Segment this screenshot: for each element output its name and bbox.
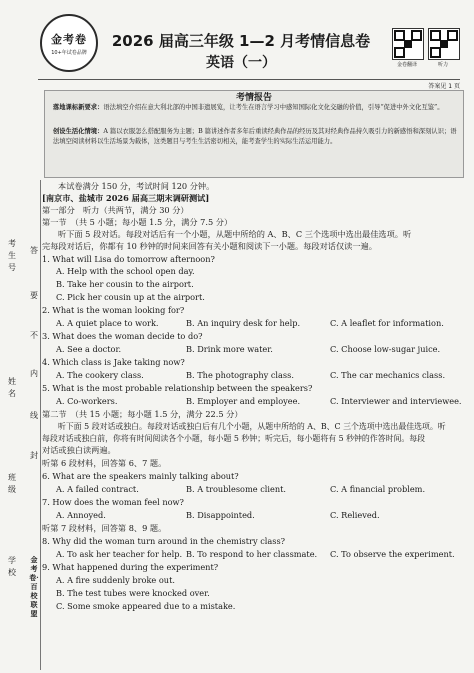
exam-title: 2026 届高三年级 1—2 月考情信息卷 [111,32,371,50]
report-title: 考情报告 [235,93,272,103]
q4-option-a[interactable]: A. The cookery class. [56,370,144,380]
question-8: 8. Why did the woman turn around in the chemistry class? [42,536,286,546]
q3-option-a[interactable]: A. See a doctor. [56,344,122,354]
header-divider [38,79,460,80]
section2-heading: 第二节 （共 15 小题；每小题 1.5 分，满分 22.5 分） [42,409,243,419]
qr-code-icon[interactable] [428,28,460,60]
q8-option-b[interactable]: B. To respond to her classmate. [186,549,318,559]
side-label-class: 班级 [8,473,16,494]
q1-option-a[interactable]: A. Help with the school open day. [56,266,195,276]
report-p2-label: 创设生活化情境： [53,128,104,135]
side-char-nei: 内 [30,369,38,378]
section1-instruction-2: 完每段对话后，你都有 10 秒钟的时间来回答有关小题和阅读下一小题。每段对话仅读一遍。 [42,241,377,251]
q7-option-a[interactable]: A. Annoyed. [56,510,106,520]
q5-option-b[interactable]: B. Employer and employee. [186,396,301,406]
side-char-yao: 要 [30,291,38,300]
section1-heading: 第一节 （共 5 小题；每小题 1.5 分，满分 7.5 分） [42,217,233,227]
report-paragraph-2 [53,127,457,147]
question-5: 5. What is the most probable relationship between the speakers? [42,383,313,393]
question-4: 4. Which class is Jake taking now? [42,357,185,367]
q1-option-b[interactable]: B. Take her cousin to the airport. [56,279,194,289]
q6-option-a[interactable]: A. A failed contract. [56,484,139,494]
section2-instruction-2: 每段对话或独白前，你将有时间阅读各个小题，每小题 5 秒钟；听完后，每小题将有 5 秒钟的作答时间。每段 [42,434,426,443]
q9-option-c[interactable]: C. Some smoke appeared due to a mistake. [56,601,236,611]
q8-option-c[interactable]: C. To observe the experiment. [330,549,455,559]
exam-subtitle: 英语（一） [206,55,276,71]
q4-option-b[interactable]: B. The photography class. [186,370,294,380]
report-paragraph-1 [53,103,457,113]
q2-option-b[interactable]: B. An inquiry desk for help. [186,318,301,328]
qr-left-label: 金卷翻译 [396,62,417,68]
binding-line [40,180,41,670]
exam-report-box [44,90,464,178]
report-p1-text: 语法填空介绍在意大利北部的中国非遗展览，让考生在语言学习中感知国际化文化交融的价值，引导“促进中外文化互鉴”。 [103,104,444,111]
q8-option-a[interactable]: A. To ask her teacher for help. [56,549,183,559]
logo-text: 金考卷 [51,32,87,46]
section1-instruction-1: 听下面 5 段对话。每段对话后有一个小题，从题中所给的 A、B、C 三个选项中选出最佳选项。听 [58,229,412,239]
qr-right-label: 听力 [437,62,448,68]
side-brand-text: 金考卷·百校联盟 [29,555,39,618]
q5-option-a[interactable]: A. Co-workers. [56,396,118,406]
q1-option-c[interactable]: C. Pick her cousin up at the airport. [56,292,205,302]
question-9: 9. What happened during the experiment? [42,562,219,572]
side-char-feng: 封 [30,451,38,460]
question-7: 7. How does the woman feel now? [42,497,184,507]
intro-line: 本试卷满分 150 分，考试时间 120 分钟。 [58,181,215,191]
report-p2-text: A 篇以衣服怎么搭配服务为主题；B 篇讲述作者多年后重读经典作品的经历及其对经典作品持久吸引力的新感悟和深刻认识；语法填空阅读材料以生活场景为载体，这类题目与考生生活密切相关，能考查学生的实际生活运用能力。 [53,128,457,145]
logo-subtext: 10+年试卷品牌 [51,49,87,56]
qr-code-icon[interactable] [392,28,424,60]
q9-option-b[interactable]: B. The test tubes were knocked over. [56,588,210,598]
side-char-bu: 不 [30,331,38,340]
q5-option-c[interactable]: C. Interviewer and interviewee. [330,396,462,406]
q2-option-a[interactable]: A. A quiet place to work. [56,318,159,328]
question-6: 6. What are the speakers mainly talking about? [42,471,239,481]
question-2: 2. What is the woman looking for? [42,305,185,315]
section2-instruction-3: 对话或独白读两遍。 [42,445,116,455]
text-7-intro: 听第 7 段材料，回答第 8、9 题。 [42,523,167,533]
part1-heading: 第一部分 听力（共两节，满分 30 分） [42,205,189,215]
q6-option-c[interactable]: C. A financial problem. [330,484,426,494]
question-3: 3. What does the woman decide to do? [42,331,203,341]
source-line: [南京市、盐城市 2026 届高三期末调研测试] [42,193,210,203]
side-char-xian: 线 [30,411,38,420]
text-6-intro: 听第 6 段材料，回答第 6、7 题。 [42,458,167,468]
answer-page-note: 答案见 1 页 [428,83,460,90]
q7-option-b[interactable]: B. Disappointed. [186,510,255,520]
report-p1-label: 落地课标新要求： [53,104,104,111]
brand-logo [40,14,98,72]
side-char-da: 答 [30,246,38,255]
q3-option-b[interactable]: B. Drink more water. [186,344,273,354]
q4-option-c[interactable]: C. The car mechanics class. [330,370,446,380]
q9-option-a[interactable]: A. A fire suddenly broke out. [56,575,175,585]
q7-option-c[interactable]: C. Relieved. [330,510,380,520]
question-1: 1. What will Lisa do tomorrow afternoon? [42,254,215,264]
q6-option-b[interactable]: B. A troublesome client. [186,484,287,494]
section2-instruction-1: 听下面 5 段对话或独白。每段对话或独白后有几个小题，从题中所给的 A、B、C 三个选项中选出最佳选项。听 [58,422,446,431]
q2-option-c[interactable]: C. A leaflet for information. [330,318,444,328]
side-label-name: 姓名 [8,377,16,398]
side-label-exam-number: 考生号 [8,239,16,272]
side-label-school: 学校 [8,556,16,577]
q3-option-c[interactable]: C. Choose low-sugar juice. [330,344,441,354]
